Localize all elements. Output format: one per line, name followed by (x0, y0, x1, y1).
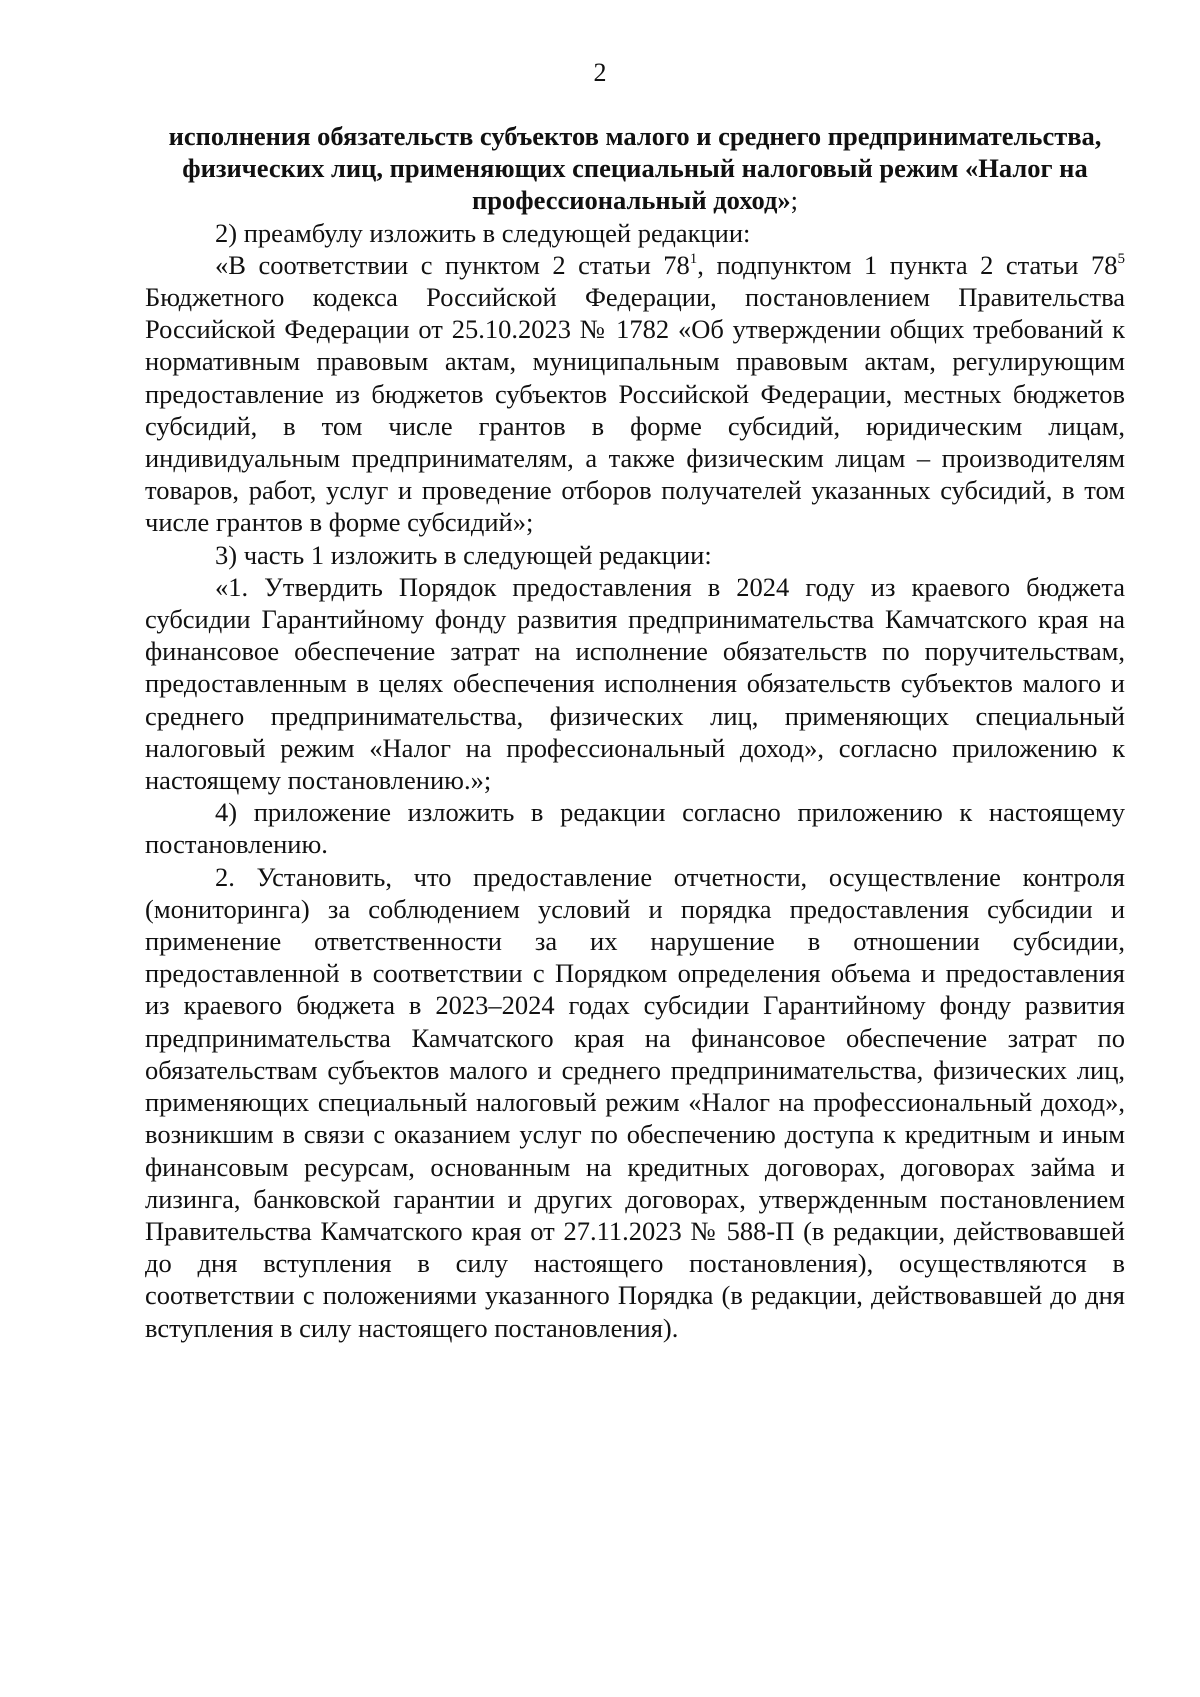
superscript-1: 1 (689, 250, 698, 267)
paragraph-appendix: 4) приложение изложить в редакции согласно приложению к настоящему постановлению. (145, 797, 1125, 860)
continued-heading (145, 120, 1125, 217)
heading-bold-text: исполнения обязательств субъектов малого и среднего предпринимательства, физических лиц, применяющих специальный налоговый режим «Налог на профессиональный доход» (168, 121, 1102, 216)
preamble-part-1: «В соответствии с пунктом 2 статьи 78 (215, 249, 690, 280)
heading-tail: ; (790, 185, 798, 216)
page-number: 2 (593, 58, 607, 87)
paragraph-item-2: 2. Установить, что предоставление отчетности, осуществление контроля (мониторинга) за соблюдением условий и порядка предоставления субсидии и применение ответственности за их нарушение в отношении субсидии, предоставленной в соответствии с Порядком определения объема и предоставления из краевого бюджета в 2023–2024 годах субсидии Гарантийному фонду развития предпринимательства Камчатского края на финансовое обеспечение затрат по обязательствам субъектов малого и среднего предпринимательства, физических лиц, применяющих специальный налоговый режим «Налог на профессиональный доход», возникшим в связи с оказанием услуг по обеспечению доступа к кредитным и иным финансовым ресурсам, основанным на кредитных договорах, договорах займа и лизинга, банковской гарантии и других договорах, утвержденным постановлением Правительства Камчатского края от 27.11.2023 № 588-П (в редакции, действовавшей до дня вступления в силу настоящего постановления), осуществляются в соответствии с положениями указанного Порядка (в редакции, действовавшей до дня вступления в силу настоящего постановления). (145, 861, 1125, 1343)
paragraph-preamble-text (145, 249, 1125, 539)
document-body (145, 120, 1125, 1344)
superscript-5: 5 (1117, 250, 1125, 267)
preamble-part-2: , подпунктом 1 пункта 2 статьи 78 (697, 249, 1118, 280)
preamble-part-3: Бюджетного кодекса Российской Федерации, постановлением Правительства Российской Федерации от 25.10.2023 № 1782 «Об утверждении общих требований к нормативным правовым актам, муниципальным правовым актам, регулирующим предоставление из бюджетов субъектов Российской Федерации, местных бюджетов субсидий, в том числе грантов в форме субсидий, юридическим лицам, индивидуальным предпринимателям, а также физическим лицам – производителям товаров, работ, услуг и проведение отборов получателей указанных субсидий, в том числе грантов в форме субсидий»; (145, 282, 1125, 538)
paragraph-preamble-intro: 2) преамбулу изложить в следующей редакции: (215, 217, 751, 248)
paragraph-part-1-text: «1. Утвердить Порядок предоставления в 2024 году из краевого бюджета субсидии Гарантийному фонду развития предпринимательства Камчатского края на финансовое обеспечение затрат на исполнение обязательств по поручительствам, предоставленным в целях обеспечения исполнения обязательств субъектов малого и среднего предпринимательства, физических лиц, применяющих специальный налоговый режим «Налог на профессиональный доход», согласно приложению к настоящему постановлению.»; (145, 571, 1125, 796)
paragraph-part-1-intro: 3) часть 1 изложить в следующей редакции: (215, 539, 712, 570)
